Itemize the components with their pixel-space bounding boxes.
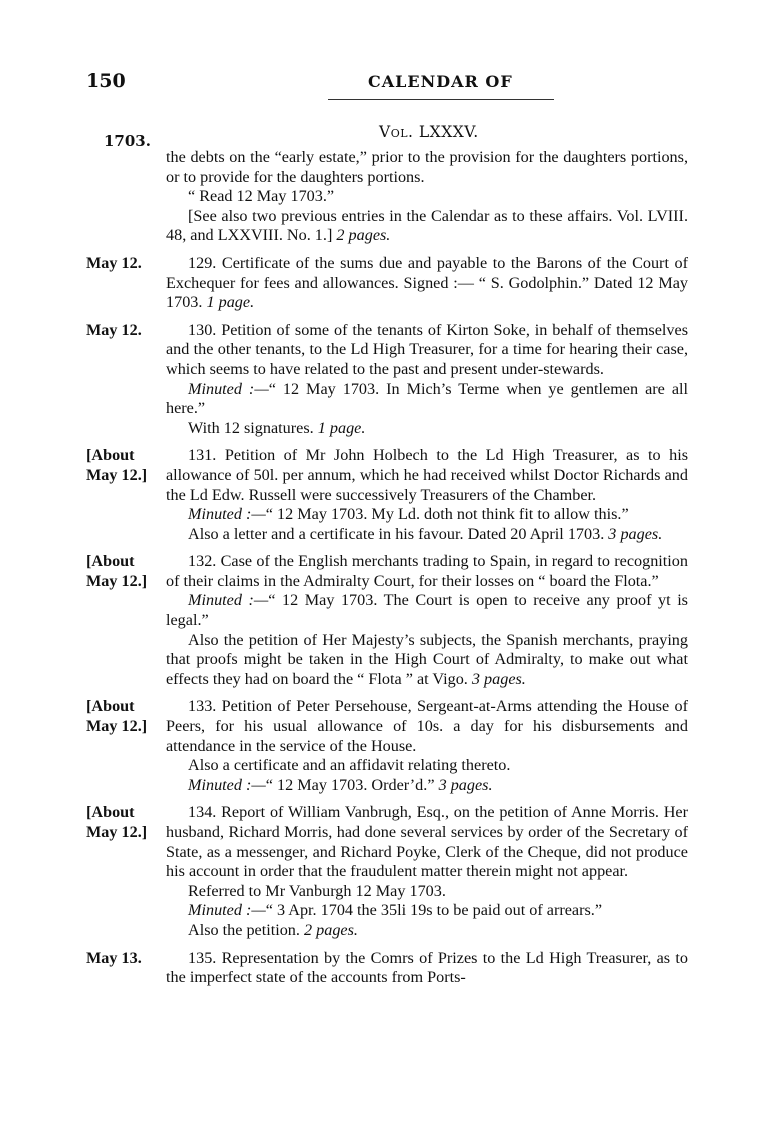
running-title: CALENDAR OF	[368, 72, 513, 91]
entry-paragraph: Also a certificate and an affidavit relating thereto.	[188, 756, 511, 775]
entry-text	[166, 446, 688, 544]
entry-paragraph: the debts on the “early estate,” prior to the provision for the daughters portions, or to provide for the daughters portions.	[166, 148, 688, 186]
calendar-entry	[0, 552, 768, 689]
calendar-entry	[0, 803, 768, 940]
entry-date: May 13.	[86, 948, 142, 967]
calendar-entry	[0, 148, 768, 246]
entry-date: [About May 12.]	[86, 803, 148, 841]
page-count: 3 pages.	[438, 775, 493, 794]
entry-paragraph: 132. Case of the English merchants trading to Spain, in regard to recognition of their claims in the Admiralty Court, for their losses on “ board the Flota.”	[166, 552, 688, 590]
header-rule	[328, 99, 554, 100]
page-count: 1 page.	[206, 293, 255, 312]
entry-paragraph: Referred to Mr Vanburgh 12 May 1703.	[188, 881, 446, 900]
entry-date: [About May 12.]	[86, 697, 148, 736]
minuted-label: Minuted :—	[188, 901, 266, 920]
minuted-label: Minuted :—	[188, 505, 266, 524]
entry-date: [About May 12.]	[86, 446, 148, 484]
entry-paragraph: Minuted :—“ 12 May 1703. Order’d.” 3 pages.	[188, 775, 493, 794]
entry-paragraph: Also the petition of Her Majesty’s subjects, the Spanish merchants, praying that proofs might be taken in the High Court of Admiralty, to make out what effects they had on board the “ Flota ” at Vigo. 3 pages.	[166, 630, 688, 688]
entry-paragraph: [See also two previous entries in the Calendar as to these affairs. Vol. LVIII. 48, and LXXVIII. No. 1.] 2 pages.	[166, 206, 688, 245]
year-margin: 1703.	[104, 132, 151, 150]
entry-text	[166, 321, 688, 439]
entry-paragraph: Minuted :—“ 3 Apr. 1704 the 35li 19s to be paid out of arrears.”	[188, 901, 603, 920]
volume-heading: Vol. LXXXV.	[379, 123, 479, 141]
entry-paragraph: 133. Petition of Peter Persehouse, Sergeant-at-Arms attending the House of Peers, for his usual allowance of 10s. a day for his disbursements and attendance in the service of the House.	[166, 697, 688, 755]
entry-paragraph: Minuted :—“ 12 May 1703. My Ld. doth not think fit to allow this.”	[188, 505, 629, 524]
entry-text	[166, 148, 688, 246]
calendar-entry	[0, 446, 768, 544]
entry-date: [About May 12.]	[86, 552, 148, 590]
entry-text	[166, 803, 688, 940]
page-number: 150	[86, 70, 126, 92]
entry-paragraph: With 12 signatures. 1 page.	[188, 418, 366, 437]
page-count: 3 pages.	[471, 669, 526, 688]
minuted-label: Minuted :—	[188, 775, 266, 794]
entry-paragraph: 134. Report of William Vanbrugh, Esq., on the petition of Anne Morris. Her husband, Richard Morris, had done several services by order of the Secretary of State, as a messenger, and Richard Poyke, Clerk of the Cheque, did not produce his account in order that the fraudulent matter therein might not appear.	[166, 803, 688, 881]
calendar-entry	[0, 697, 768, 795]
minuted-label: Minuted :—	[188, 591, 269, 610]
calendar-entry	[0, 254, 768, 313]
entry-paragraph: Minuted :—“ 12 May 1703. The Court is open to receive any proof yt is legal.”	[166, 591, 688, 630]
entry-paragraph: Minuted :—“ 12 May 1703. In Mich’s Terme when ye gentlemen are all here.”	[166, 379, 688, 418]
entry-text	[166, 949, 688, 988]
minuted-label: Minuted :—	[188, 379, 269, 398]
entry-text	[166, 697, 688, 795]
entry-paragraph: Also a letter and a certificate in his favour. Dated 20 April 1703. 3 pages.	[188, 524, 663, 543]
calendar-entry	[0, 321, 768, 439]
entry-paragraph: “ Read 12 May 1703.”	[188, 187, 335, 206]
entry-text	[166, 254, 688, 313]
page-count: 1 page.	[317, 418, 366, 437]
entry-date: May 12.	[86, 253, 142, 272]
entry-paragraph: 135. Representation by the Comrs of Prizes to the Ld High Treasurer, as to the imperfect state of the accounts from Ports-	[166, 948, 688, 987]
entry-text	[166, 552, 688, 689]
entry-date: May 12.	[86, 320, 142, 339]
entry-paragraph: Also the petition. 2 pages.	[188, 920, 358, 939]
entry-paragraph: 131. Petition of Mr John Holbech to the Ld High Treasurer, as to his allowance of 50l. per annum, which he had received whilst Doctor Richards and the Ld Edw. Russell were successively Treasurers of the Chamber.	[166, 446, 688, 504]
calendar-entry	[0, 949, 768, 988]
entry-paragraph: 129. Certificate of the sums due and payable to the Barons of the Court of Exchequer for fees and allowances. Signed :— “ S. Godolphin.” Dated 12 May 1703. 1 page.	[166, 253, 688, 312]
page-count: 2 pages.	[336, 226, 391, 245]
calendar-body	[0, 148, 768, 996]
entry-paragraph: 130. Petition of some of the tenants of Kirton Soke, in behalf of themselves and the other tenants, to the Ld High Treasurer, for a time for hearing their case, which seems to have related to the past and present under-stewards.	[166, 320, 688, 378]
page-count: 3 pages.	[608, 524, 663, 543]
page-count: 2 pages.	[304, 920, 358, 939]
